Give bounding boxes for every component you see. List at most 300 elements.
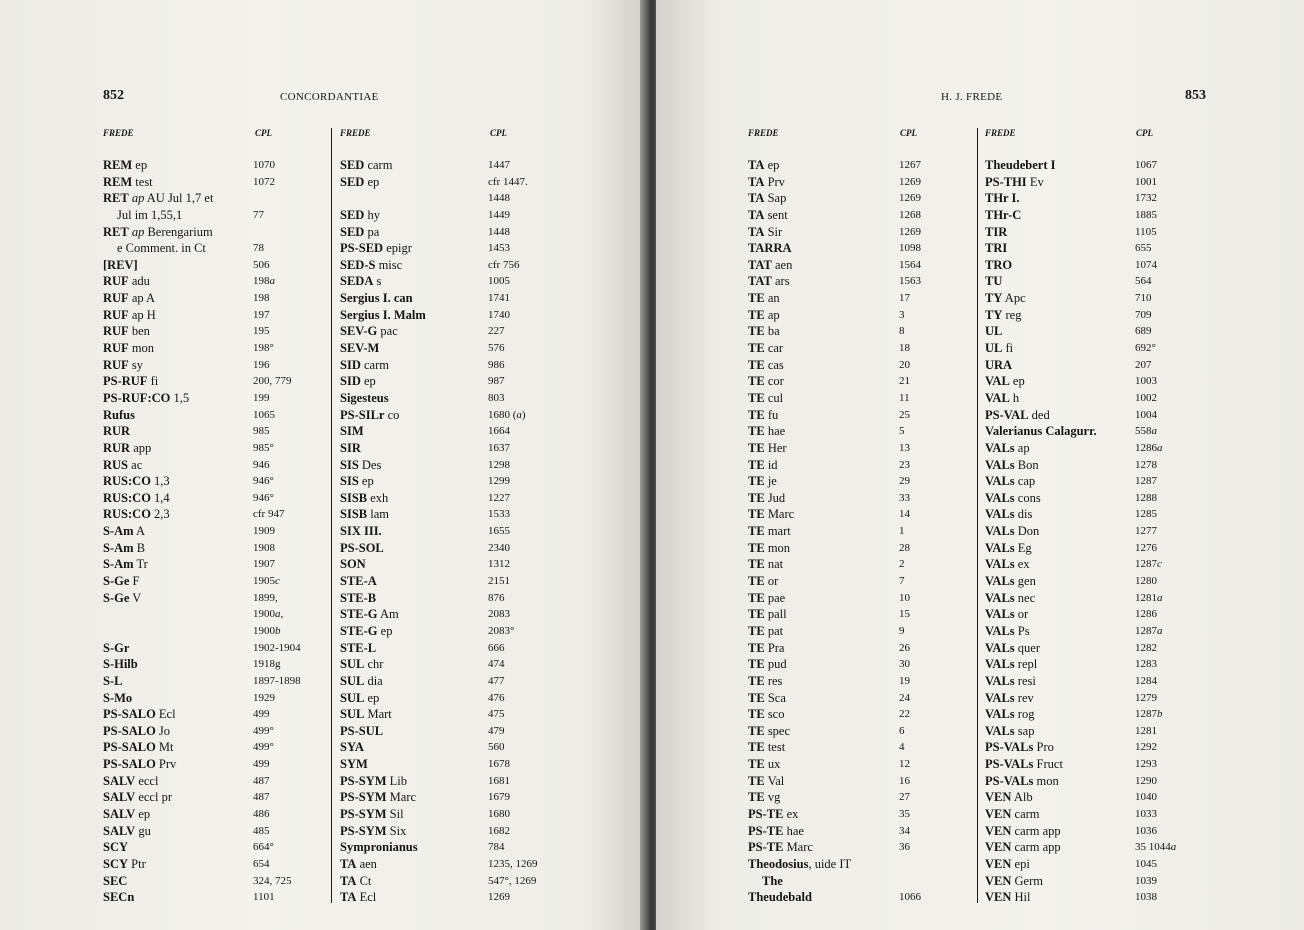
entry-label: PS-VALs Fruct	[985, 757, 1063, 772]
index-entry	[340, 656, 570, 673]
page-number: 852	[103, 88, 124, 103]
index-entry	[103, 873, 325, 890]
entry-label: SIR	[340, 440, 361, 455]
entry-cpl: 1040	[1135, 791, 1157, 804]
index-entry	[103, 323, 325, 340]
entry-label: TE pall	[748, 607, 787, 622]
column-header-cpl: CPL	[255, 128, 272, 138]
index-entry	[340, 590, 570, 607]
index-entry	[748, 806, 970, 823]
entry-label: TE an	[748, 291, 780, 306]
entry-cpl: 22	[899, 708, 910, 721]
entry-label: UL fi	[985, 341, 1014, 356]
entry-cpl: 1287c	[1135, 558, 1162, 571]
entry-label: SIS Des	[340, 457, 382, 472]
index-entry	[103, 240, 325, 257]
entry-cpl: 1278	[1135, 458, 1157, 471]
entry-cpl: 1001	[1135, 175, 1157, 188]
entry-cpl: 1280	[1135, 575, 1157, 588]
entry-cpl: 1282	[1135, 641, 1157, 654]
index-entry	[103, 490, 325, 507]
index-entry	[340, 773, 570, 790]
entry-cpl: 1299	[488, 475, 510, 488]
entry-label: The	[762, 873, 783, 888]
index-entry	[985, 706, 1215, 723]
entry-label: VALs quer	[985, 640, 1040, 655]
index-entry	[340, 174, 570, 191]
index-entry	[103, 540, 325, 557]
entry-label: RUS:CO 1,4	[103, 490, 170, 505]
entry-label: Theudebald	[748, 890, 812, 905]
index-entry	[103, 390, 325, 407]
entry-label: VEN Hil	[985, 890, 1031, 905]
index-entry	[748, 323, 970, 340]
index-entry	[748, 889, 970, 906]
entry-cpl: 985	[253, 425, 270, 438]
entry-label: SEC	[103, 873, 128, 888]
entry-label: TA sent	[748, 207, 788, 222]
index-entry	[340, 240, 570, 257]
entry-cpl: 1281a	[1135, 591, 1163, 604]
entry-cpl: 1290	[1135, 774, 1157, 787]
entry-label: S-L	[103, 673, 123, 688]
entry-label: TY Apc	[985, 291, 1026, 306]
entry-label: TE pae	[748, 590, 786, 605]
entry-cpl: 1907	[253, 558, 275, 571]
index-entry	[340, 390, 570, 407]
entry-cpl: 28	[899, 541, 910, 554]
index-entry	[748, 473, 970, 490]
entry-cpl: 1448	[488, 225, 510, 238]
entry-label: TE hae	[748, 424, 786, 439]
index-entry	[985, 473, 1215, 490]
entry-label: TE sco	[748, 707, 785, 722]
entry-label: VALs rev	[985, 690, 1034, 705]
entry-cpl: 36	[899, 841, 910, 854]
index-entry	[103, 457, 325, 474]
entry-cpl: 499°	[253, 741, 274, 754]
index-entry	[985, 723, 1215, 740]
index-entry	[103, 756, 325, 773]
entry-cpl: 3	[899, 308, 905, 321]
entry-label: RUF ap H	[103, 307, 156, 322]
entry-cpl: cfr 756	[488, 258, 520, 271]
index-entry	[103, 590, 325, 607]
entry-label: RET ap Berengarium	[103, 224, 213, 239]
entry-label: SID ep	[340, 374, 376, 389]
index-entry	[340, 690, 570, 707]
index-entry	[985, 323, 1215, 340]
entry-cpl: 560	[488, 741, 505, 754]
index-entry	[103, 523, 325, 540]
entry-cpl: 485	[253, 824, 270, 837]
index-entry	[340, 340, 570, 357]
index-entry	[748, 640, 970, 657]
entry-label: VALs cap	[985, 474, 1036, 489]
index-entry	[985, 457, 1215, 474]
entry-cpl: 1066	[899, 891, 921, 904]
entry-cpl: 35 1044a	[1135, 841, 1177, 854]
entry-label: TE vg	[748, 790, 781, 805]
entry-label: SYA	[340, 740, 364, 755]
entry-cpl: 1101	[253, 891, 275, 904]
index-entry	[748, 690, 970, 707]
entry-cpl: 227	[488, 325, 505, 338]
entry-cpl: 1285	[1135, 508, 1157, 521]
entry-label: SED hy	[340, 207, 380, 222]
index-entry	[748, 207, 970, 224]
entry-label: THr I.	[985, 191, 1020, 206]
entry-label: TE Pra	[748, 640, 785, 655]
index-entry	[748, 739, 970, 756]
entry-cpl: cfr 1447.	[488, 175, 528, 188]
entry-cpl: 784	[488, 841, 505, 854]
entry-label: TA aen	[340, 856, 377, 871]
entry-label: RET ap AU Jul 1,7 et	[103, 191, 214, 206]
index-entry	[103, 739, 325, 756]
column-header-frede: FREDE	[748, 128, 779, 138]
index-entry	[340, 889, 570, 906]
entry-label: VALs rog	[985, 707, 1035, 722]
index-entry	[340, 706, 570, 723]
index-entry	[985, 340, 1215, 357]
entry-label: S-Am A	[103, 524, 146, 539]
entry-label: PS-VALs mon	[985, 773, 1059, 788]
entry-cpl: 1039	[1135, 874, 1157, 887]
entry-label: PS-SALO Prv	[103, 757, 177, 772]
entry-cpl: 34	[899, 824, 910, 837]
entry-cpl: 1905c	[253, 575, 280, 588]
index-entry	[103, 723, 325, 740]
index-entry	[985, 506, 1215, 523]
index-entry	[985, 523, 1215, 540]
entry-label: PS-TE hae	[748, 823, 804, 838]
entry-cpl: 709	[1135, 308, 1152, 321]
entry-label: STE-G Am	[340, 607, 399, 622]
entry-cpl: 1897-1898	[253, 674, 301, 687]
index-entry	[340, 839, 570, 856]
column-header-frede: FREDE	[340, 128, 371, 138]
entry-label: TE cas	[748, 357, 784, 372]
index-entry	[103, 673, 325, 690]
entry-cpl: 564	[1135, 275, 1152, 288]
entry-cpl: 479	[488, 724, 505, 737]
entry-label: SALV eccl pr	[103, 790, 172, 805]
entry-label: VALs resi	[985, 673, 1036, 688]
entry-label: TE mart	[748, 524, 791, 539]
index-entry	[748, 357, 970, 374]
index-entry	[340, 190, 570, 207]
entry-label: VEN epi	[985, 856, 1030, 871]
entry-cpl: 1449	[488, 208, 510, 221]
index-entry	[748, 307, 970, 324]
entry-label: STE-G ep	[340, 623, 393, 638]
entry-label: S-Am B	[103, 540, 146, 555]
entry-cpl: 5	[899, 425, 905, 438]
entry-cpl: 946°	[253, 475, 274, 488]
entry-label: SIX III.	[340, 524, 382, 539]
entry-label: PS-SYM Lib	[340, 773, 408, 788]
entry-cpl: 1098	[899, 242, 921, 255]
index-entry	[748, 157, 970, 174]
index-entry	[985, 690, 1215, 707]
entry-cpl: 13	[899, 441, 910, 454]
entry-label: Jul im 1,55,1	[117, 207, 183, 222]
entry-cpl: 1267	[899, 159, 921, 171]
entry-label: RUS:CO 1,3	[103, 474, 170, 489]
index-entry	[340, 673, 570, 690]
running-head: H. J. FREDE	[941, 91, 1003, 103]
entry-cpl: 1269	[899, 192, 921, 205]
index-entry	[748, 457, 970, 474]
entry-label: VALs Eg	[985, 540, 1032, 555]
entry-cpl: 1681	[488, 774, 510, 787]
index-entry	[748, 240, 970, 257]
entry-label: PS-SYM Six	[340, 823, 407, 838]
entry-label: SUL Mart	[340, 707, 392, 722]
entry-label: TE test	[748, 740, 786, 755]
entry-label: SALV eccl	[103, 773, 159, 788]
entry-cpl: 1664	[488, 425, 510, 438]
index-entry	[340, 806, 570, 823]
index-entry	[985, 623, 1215, 640]
index-entry	[103, 573, 325, 590]
entry-label: SECn	[103, 890, 135, 905]
entry-label: THr-C	[985, 207, 1022, 222]
index-entry	[985, 823, 1215, 840]
index-entry	[340, 623, 570, 640]
index-entry	[748, 856, 970, 873]
entry-cpl: 666	[488, 641, 505, 654]
index-entry	[103, 606, 325, 623]
index-entry	[985, 856, 1215, 873]
entry-label: TE nat	[748, 557, 784, 572]
entry-label: TE pud	[748, 657, 787, 672]
entry-cpl: 198	[253, 292, 270, 305]
entry-cpl: 198°	[253, 342, 274, 355]
index-entry	[340, 290, 570, 307]
index-entry	[340, 756, 570, 773]
index-entry	[748, 756, 970, 773]
index-entry	[985, 673, 1215, 690]
entry-cpl: 1564	[899, 258, 921, 271]
entry-label: TE je	[748, 474, 777, 489]
entry-cpl: 1268	[899, 208, 921, 221]
entry-cpl: 477	[488, 674, 505, 687]
entry-label: Theodosius, uide IT	[748, 856, 852, 871]
column-header-cpl: CPL	[900, 128, 917, 138]
index-entry	[985, 540, 1215, 557]
entry-label: PS-SALO Ecl	[103, 707, 176, 722]
entry-label: e Comment. in Ct	[117, 241, 206, 256]
index-entry	[748, 606, 970, 623]
entry-cpl: 1287a	[1135, 624, 1163, 637]
index-entry	[340, 789, 570, 806]
entry-cpl: 1900b	[253, 624, 281, 637]
entry-cpl: 6	[899, 724, 905, 737]
index-entry	[103, 690, 325, 707]
entry-cpl: 1680 (a)	[488, 408, 526, 421]
entry-label: VAL ep	[985, 374, 1025, 389]
entry-cpl: 1312	[488, 558, 510, 571]
index-entry	[748, 540, 970, 557]
index-entry	[748, 490, 970, 507]
entry-label: Sigesteus	[340, 390, 389, 405]
entry-label: RUF sy	[103, 357, 143, 372]
index-entry	[103, 373, 325, 390]
entry-cpl: 1005	[488, 275, 510, 288]
index-entry	[103, 506, 325, 523]
entry-cpl: 1269	[488, 891, 510, 904]
entry-cpl: 324, 725	[253, 874, 292, 887]
entry-label: TE Marc	[748, 507, 795, 522]
index-entry	[103, 157, 325, 174]
column-header-frede: FREDE	[103, 128, 134, 138]
entry-label: S-Ge F	[103, 574, 140, 589]
entry-cpl: 710	[1135, 292, 1152, 305]
index-entry	[985, 240, 1215, 257]
index-entry	[103, 307, 325, 324]
column-divider	[331, 128, 332, 903]
index-entry	[103, 706, 325, 723]
entry-label: TE res	[748, 673, 783, 688]
entry-cpl: 654	[253, 857, 270, 870]
index-entry	[103, 556, 325, 573]
entry-label: VEN Germ	[985, 873, 1043, 888]
index-entry	[985, 273, 1215, 290]
entry-cpl: 1284	[1135, 674, 1157, 687]
entry-label: SISB lam	[340, 507, 389, 522]
entry-cpl: 1269	[899, 225, 921, 238]
entry-cpl: 692°	[1135, 342, 1156, 355]
index-entry	[340, 323, 570, 340]
entry-cpl: 486	[253, 807, 270, 820]
entry-label: SED pa	[340, 224, 380, 239]
index-entry	[340, 739, 570, 756]
entry-label: SON	[340, 557, 366, 572]
entry-label: VALs repl	[985, 657, 1038, 672]
right-page	[656, 0, 1304, 930]
entry-cpl: 25	[899, 408, 910, 421]
entry-label: RUF adu	[103, 274, 150, 289]
index-entry	[340, 856, 570, 873]
entry-cpl: 1283	[1135, 658, 1157, 671]
index-entry	[748, 190, 970, 207]
entry-cpl: 16	[899, 774, 910, 787]
index-entry	[748, 873, 970, 890]
column-header-frede: FREDE	[985, 128, 1016, 138]
entry-cpl: 499°	[253, 724, 274, 737]
index-entry	[985, 157, 1215, 174]
entry-cpl: 27	[899, 791, 910, 804]
entry-label: PS-TE Marc	[748, 840, 813, 855]
index-entry	[985, 307, 1215, 324]
index-entry	[340, 540, 570, 557]
index-entry	[748, 523, 970, 540]
entry-cpl: 1072	[253, 175, 275, 188]
entry-label: PS-SYM Marc	[340, 790, 417, 805]
entry-cpl: 1908	[253, 541, 275, 554]
entry-label: REM ep	[103, 158, 148, 172]
entry-label: TE Sca	[748, 690, 786, 705]
index-entry	[340, 224, 570, 241]
entry-label: SEV-M	[340, 341, 380, 356]
index-entry	[985, 889, 1215, 906]
entry-cpl: 1286a	[1135, 441, 1163, 454]
entry-label: TE or	[748, 574, 779, 589]
entry-cpl: 1637	[488, 441, 510, 454]
entry-cpl: 1680	[488, 807, 510, 820]
entry-cpl: 487	[253, 774, 270, 787]
entry-cpl: 655	[1135, 242, 1152, 255]
entry-label: TA ep	[748, 158, 780, 172]
index-entry	[103, 856, 325, 873]
index-entry	[985, 407, 1215, 424]
entry-label: VALs ap	[985, 440, 1030, 455]
entry-cpl: 207	[1135, 358, 1152, 371]
entry-label: VEN carm app	[985, 823, 1061, 838]
index-entry	[103, 407, 325, 424]
entry-cpl: 1740	[488, 308, 510, 321]
entry-label: TE mon	[748, 540, 791, 555]
index-entry	[985, 606, 1215, 623]
entry-cpl: 576	[488, 342, 505, 355]
index-entry	[985, 174, 1215, 191]
entry-cpl: 664°	[253, 841, 274, 854]
entry-cpl: 1885	[1135, 208, 1157, 221]
entry-label: STE-A	[340, 574, 377, 589]
entry-label: VALs or	[985, 607, 1029, 622]
index-entry	[985, 440, 1215, 457]
entry-label: SALV gu	[103, 823, 151, 838]
index-entry	[340, 556, 570, 573]
index-entry	[340, 873, 570, 890]
entry-cpl: 1918g	[253, 658, 281, 671]
entry-label: SED ep	[340, 174, 380, 189]
index-entry	[340, 723, 570, 740]
index-entry	[340, 606, 570, 623]
entry-cpl: 197	[253, 308, 270, 321]
entry-cpl: 2340	[488, 541, 510, 554]
index-entry	[340, 523, 570, 540]
index-entry	[748, 224, 970, 241]
entry-cpl: 1533	[488, 508, 510, 521]
entry-cpl: 195	[253, 325, 270, 338]
entry-cpl: 689	[1135, 325, 1152, 338]
index-entry	[340, 573, 570, 590]
entry-cpl: 1003	[1135, 375, 1157, 388]
index-entry	[340, 473, 570, 490]
entry-cpl: 23	[899, 458, 910, 471]
index-entry	[748, 273, 970, 290]
entry-label: URA	[985, 357, 1013, 372]
entry-cpl: 1036	[1135, 824, 1157, 837]
entry-cpl: 1286	[1135, 608, 1157, 621]
entry-cpl: 7	[899, 575, 905, 588]
entry-label: SUL dia	[340, 673, 383, 688]
entry-cpl: 475	[488, 708, 505, 721]
entry-cpl: 17	[899, 292, 910, 305]
column-divider	[977, 128, 978, 903]
entry-label: TA Sir	[748, 224, 783, 239]
entry-cpl: 1033	[1135, 807, 1157, 820]
index-entry	[748, 506, 970, 523]
index-entry	[985, 490, 1215, 507]
index-entry	[103, 190, 325, 207]
entry-label: Rufus	[103, 407, 135, 422]
index-entry	[748, 706, 970, 723]
entry-label: TU	[985, 274, 1003, 289]
